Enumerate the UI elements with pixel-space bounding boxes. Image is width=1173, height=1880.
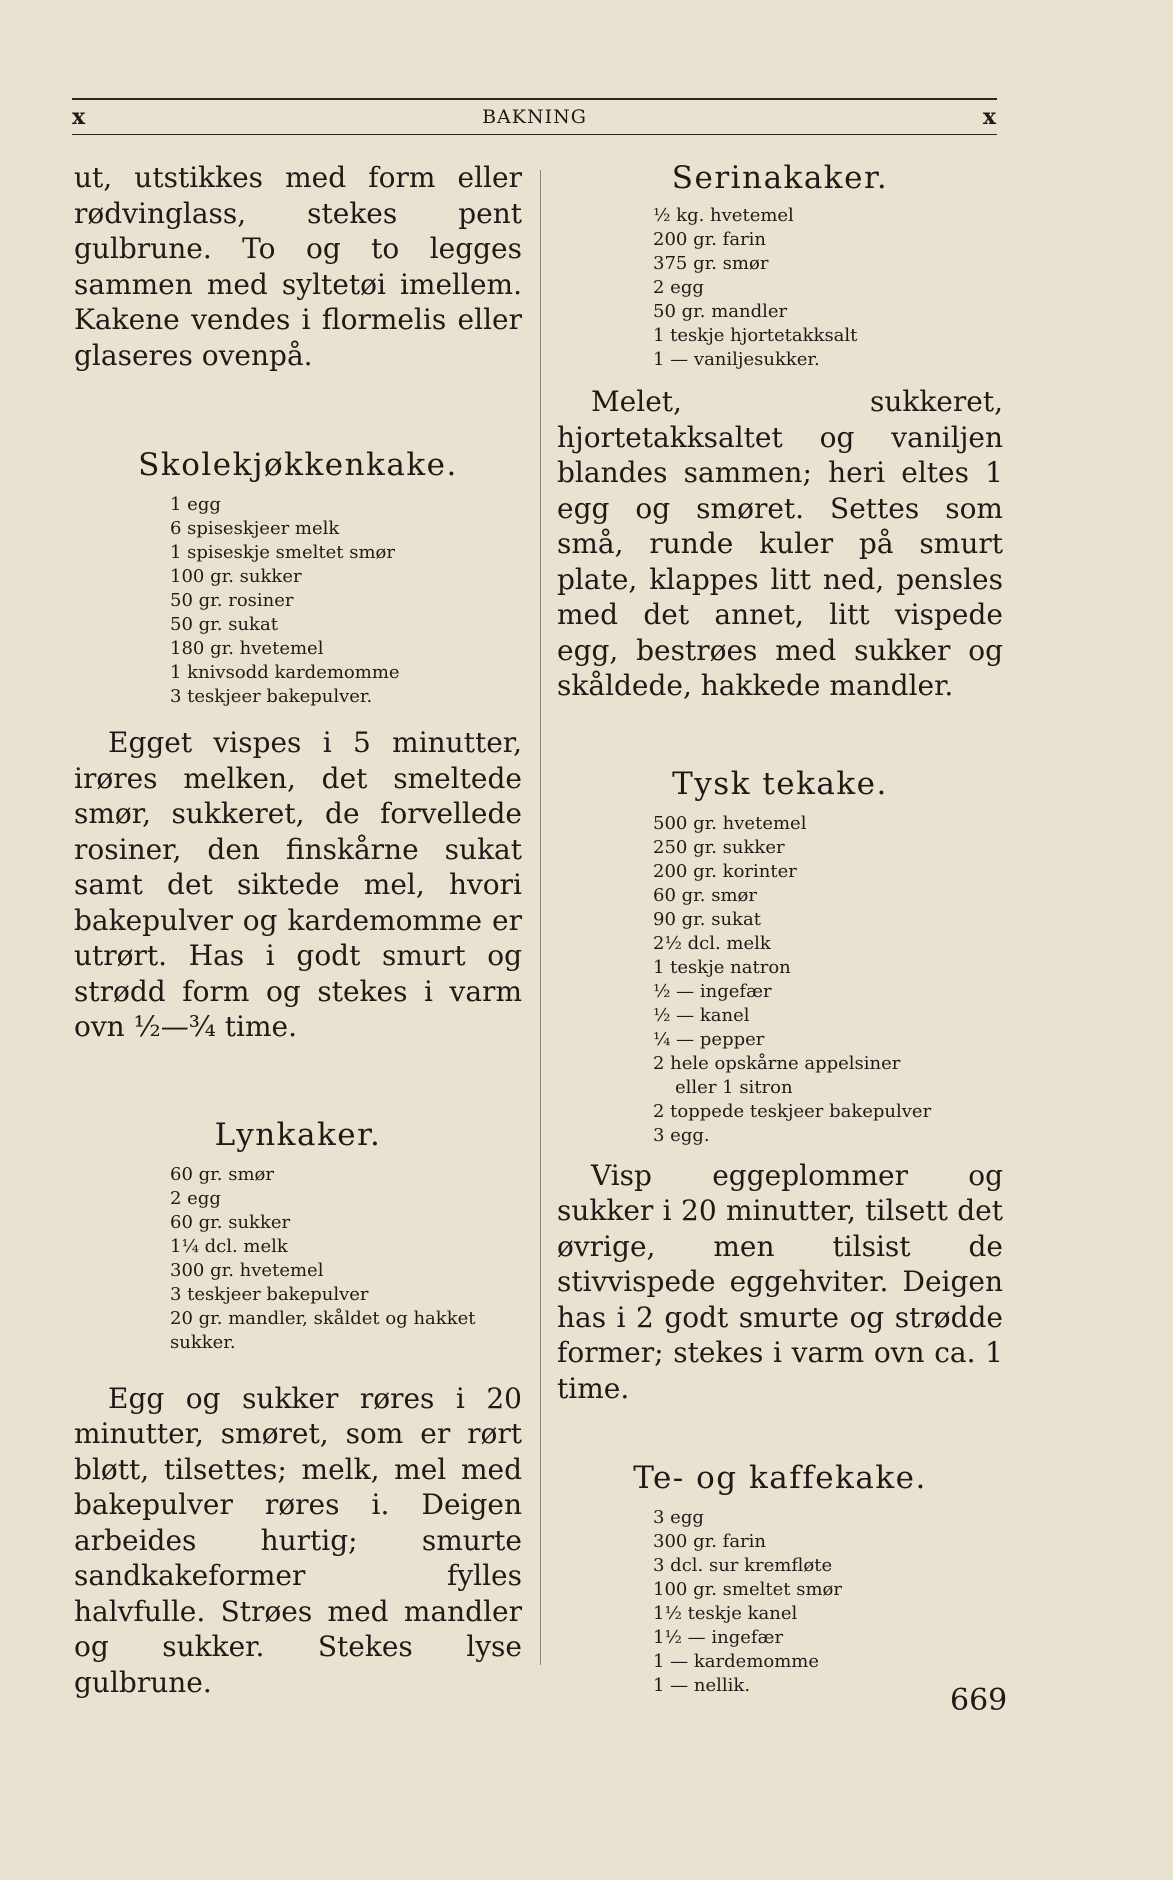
running-header [72,98,997,135]
ingredient: 2½ dcl. melk [653,932,771,954]
ingredient: 300 gr. farin [653,1531,767,1552]
header-right-mark: x [982,104,997,130]
ingredient: 2 egg [653,277,704,298]
ingredient: 3 egg. [653,1124,710,1146]
ingredient: 1½ — ingefær [653,1627,784,1648]
method-lynkaker: Egg og sukker røres i 20 minutter, smøret, som er rørt bløtt, tilsettes; melk, mel med bakepulver røres i. Deigen arbeides hurtig; smurte sandkakeformer fylles halvfulle. Strøes med mandler og sukker. Stekes lyse gulbrune. [74,1381,522,1699]
ingredient: 2 hele opskårne appelsiner [653,1052,901,1074]
ingredient: ½ — ingefær [653,980,772,1002]
ingredient: 1 — nellik. [653,1675,751,1696]
ingredient: 50 gr. sukat [170,614,278,635]
ingredient: ½ — kanel [653,1004,750,1026]
ingredients-serinakaker [557,204,1003,372]
method-serinakaker: Melet, sukkeret, hjortetakksaltet og vaniljen blandes sammen; heri eltes 1 egg og smøret. Settes som små, runde kuler på smurt plate, klappes litt ned, pensles med det annet, litt vispede egg, bestrøes med sukker og skåldede, hakkede mandler. [557,385,1003,702]
recipe-title-lynkaker: Lynkaker. [214,1116,382,1153]
ingredients-skolekjokkenkake [74,493,522,709]
ingredient: 200 gr. korinter [653,860,797,882]
ingredient: 1 — vaniljesukker. [653,349,820,370]
ingredient: 20 gr. mandler, skåldet og hakket [170,1307,476,1329]
ingredient: ¼ — pepper [653,1028,765,1050]
ingredient: 1 teskje natron [653,956,791,978]
ingredient: 1 egg [170,494,221,515]
ingredient: 50 gr. mandler [653,301,788,322]
ingredient: 2 egg [170,1187,221,1209]
ingredient: 180 gr. hvetemel [170,638,324,659]
ingredient: 1½ teskje kanel [653,1603,798,1624]
method-skolekjokkenkake: Egget vispes i 5 minutter, irøres melken, det smeltede smør, sukkeret, de forvellede rosiner, den finskårne sukat samt det siktede mel, hvori bakepulver og kardemomme er utrørt. Has i godt smurt og strødd form og stekes i varm ovn ½—¾ time. [74,726,522,1043]
left-column [74,160,522,1700]
ingredient: 1 teskje hjortetakksalt [653,325,858,346]
ingredient: 300 gr. hvetemel [170,1259,324,1281]
ingredient: 60 gr. smør [653,884,757,906]
header-title: BAKNING [482,106,587,128]
ingredient: 100 gr. smeltet smør [653,1579,842,1600]
ingredient: 50 gr. rosiner [170,590,294,611]
ingredients-tysk-tekake [557,812,1003,1148]
ingredient: 60 gr. sukker [170,1211,291,1233]
ingredient: 100 gr. sukker [170,566,302,587]
ingredient: 1 — kardemomme [653,1651,820,1672]
ingredient: sukker. [170,1331,236,1353]
ingredient: 3 teskjeer bakepulver. [170,686,373,707]
ingredient: 1 knivsodd kardemomme [170,662,400,683]
ingredient: 375 gr. smør [653,253,769,274]
ingredient: ½ kg. hvetemel [653,205,794,226]
ingredient: 60 gr. smør [170,1163,274,1185]
page-number: 669 [950,1683,1008,1718]
ingredient: 1¼ dcl. melk [170,1235,288,1257]
ingredient: 3 teskjeer bakepulver [170,1283,369,1305]
ingredient: 2 toppede teskjeer bakepulver [653,1100,932,1122]
intro-paragraph: ut, utstikkes med form eller rødvinglass, stekes pent gulbrune. To og to legges sammen med syltetøi imellem. Kakene vendes i flormelis eller glaseres ovenpå. [74,161,522,372]
ingredient: 500 gr. hvetemel [653,812,807,834]
recipe-title-tysk-tekake: Tysk tekake. [672,765,888,802]
ingredient: 250 gr. sukker [653,836,785,858]
ingredient: 6 spiseskjeer melk [170,518,340,539]
recipe-title-skolekjokkenkake: Skolekjøkkenkake. [138,447,458,483]
header-left-mark: x [72,104,87,130]
ingredient: 3 egg [653,1507,704,1528]
ingredient: 1 spiseskje smeltet smør [170,542,395,563]
right-column [557,160,1003,1698]
ingredient: 3 dcl. sur kremfløte [653,1555,833,1576]
recipe-title-te-og-kaffekake: Te- og kaffekake. [633,1460,927,1496]
method-tysk-tekake: Visp eggeplommer og sukker i 20 minutter, tilsett det øvrige, men tilsist de stivvispede eggehviter. Deigen has i 2 godt smurte og strødde former; stekes i varm ovn ca. 1 time. [557,1158,1003,1405]
ingredients-lynkaker [74,1163,522,1355]
ingredient: 200 gr. farin [653,229,767,250]
ingredient: eller 1 sitron [675,1076,793,1098]
recipe-title-serinakaker: Serinakaker. [671,160,889,196]
ingredients-te-og-kaffekake [557,1506,1003,1698]
ingredient: 90 gr. sukat [653,908,761,930]
column-divider [540,170,541,1665]
